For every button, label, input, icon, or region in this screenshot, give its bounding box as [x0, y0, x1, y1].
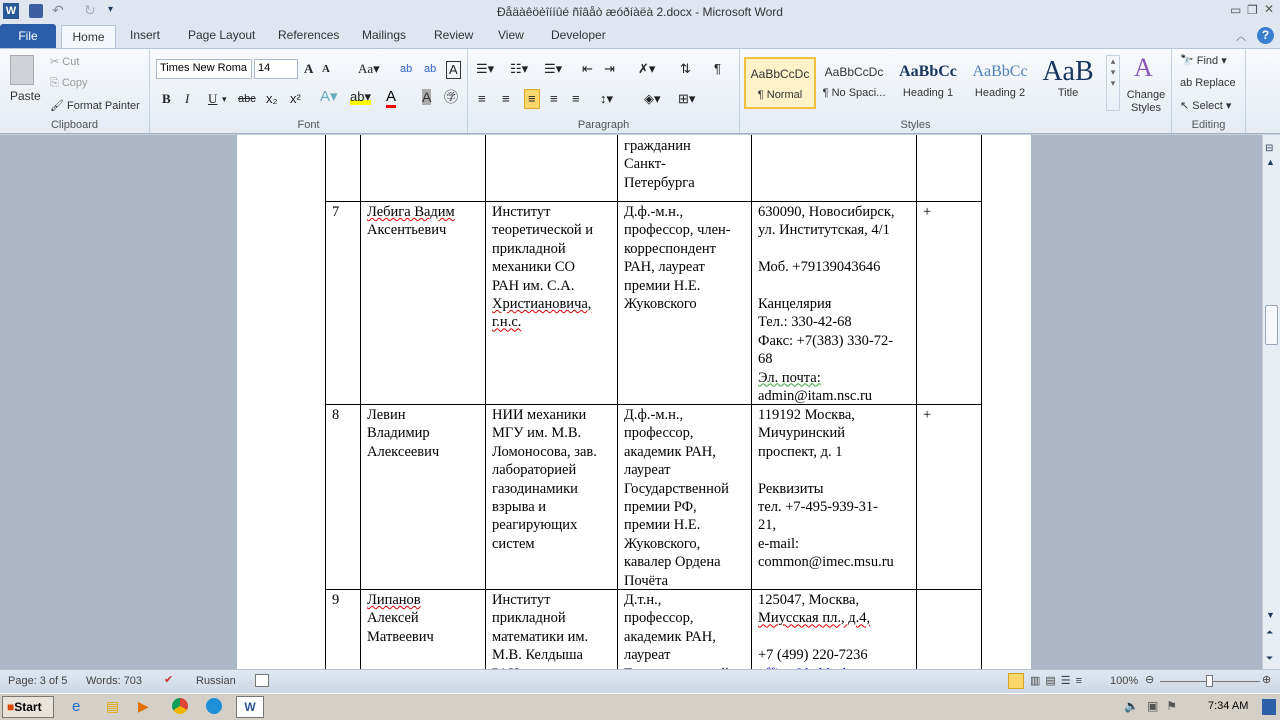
cell-name	[360, 202, 462, 241]
cell-title	[617, 136, 702, 193]
clipboard-group	[0, 49, 150, 133]
multilevel-list-icon[interactable]: ☰▾	[544, 61, 563, 76]
cell-line: 21,	[758, 517, 777, 534]
style-name: ¶ No Spaci...	[822, 87, 886, 99]
numbering-icon[interactable]: ☷▾	[510, 61, 529, 76]
explorer-icon[interactable]: ▤	[106, 698, 120, 714]
phonetic-guide-icon[interactable]: ab	[424, 63, 437, 75]
table-column-border	[325, 135, 326, 695]
paste-button[interactable]: Paste	[10, 89, 41, 103]
cell-line: Левин	[367, 407, 406, 423]
change-styles-icon: A	[1134, 53, 1153, 82]
minimize-icon[interactable]: ▭	[1230, 3, 1242, 17]
previous-page-icon[interactable]: ⏶	[1266, 627, 1274, 637]
style-heading-1[interactable]	[892, 57, 964, 109]
cell-line: Д.т.н.,	[624, 592, 662, 608]
cell-title	[617, 405, 736, 591]
character-shading-icon[interactable]: A	[422, 89, 432, 105]
style-name: Heading 2	[974, 87, 1026, 99]
cell-line: Почёта	[624, 572, 669, 589]
font-color-icon[interactable]: A	[386, 89, 396, 108]
cell-line: лауреат	[624, 462, 671, 479]
replace-button[interactable]: ab Replace	[1180, 77, 1236, 89]
taskbar	[0, 693, 1280, 720]
style-name: ¶ Normal	[757, 89, 803, 101]
start-button[interactable]	[2, 696, 54, 718]
cell-title	[617, 202, 738, 314]
style-preview: AaBbCc	[972, 63, 1028, 80]
cell-line: РАН, лауреат	[624, 259, 705, 276]
cell-line: common@imec.msu.ru	[758, 554, 894, 571]
cell-line: Липанов	[367, 592, 421, 608]
cell-line: профессор,	[624, 425, 694, 442]
increase-indent-icon[interactable]: ⇥	[604, 61, 615, 76]
change-case-icon[interactable]: Aa▾	[358, 61, 380, 76]
cell-number: 8	[332, 407, 340, 423]
style-preview: AaB	[1042, 56, 1094, 87]
cell-number: 7	[332, 204, 340, 220]
line-spacing-icon[interactable]: ↕▾	[600, 91, 614, 106]
distributed-icon[interactable]: ≡	[572, 91, 580, 106]
decrease-indent-icon[interactable]: ⇤	[582, 61, 593, 76]
style-preview: AaBbCcDc	[824, 65, 884, 79]
cell-line: Христиановича,	[492, 295, 592, 312]
cell-mark	[916, 590, 930, 592]
ribbon-tabs	[0, 24, 1280, 48]
cell-line: академик РАН,	[624, 443, 716, 460]
show-formatting-icon[interactable]: ¶	[714, 61, 721, 76]
scroll-down-icon[interactable]: ▼	[1266, 610, 1275, 620]
cell-line: МГУ им. М.В.	[492, 425, 582, 442]
cell-line: Алексеевич	[367, 443, 440, 460]
view-icons[interactable]: ▥▤☰≡	[1030, 675, 1088, 687]
macro-icon[interactable]	[255, 674, 269, 687]
cell-line: admin@itam.nsc.ru	[758, 387, 873, 404]
undo-icon[interactable]: ↶	[52, 2, 64, 18]
cell-line	[758, 240, 895, 258]
tray-icons[interactable]: 🔈▣⚑	[1124, 699, 1186, 713]
format-painter-button[interactable]: 🖌 Format Painter	[50, 100, 140, 112]
change-styles-button[interactable]: Change Styles	[1126, 89, 1166, 114]
tab-review[interactable]: Review	[434, 28, 474, 42]
tab-references[interactable]: References	[278, 28, 340, 42]
table-column-border	[485, 135, 486, 695]
cell-line: академик РАН,	[624, 628, 716, 645]
cell-line: лабораторией	[492, 462, 577, 479]
cell-line: Аксентьевич	[367, 222, 447, 239]
style-title[interactable]	[1032, 57, 1104, 109]
tab-mailings[interactable]: Mailings	[362, 28, 407, 42]
ribbon	[0, 48, 1280, 134]
copy-button[interactable]: ⎘ Copy	[50, 77, 88, 89]
select-label: Select	[1192, 100, 1223, 112]
tab-file[interactable]: File	[0, 24, 56, 48]
paragraph-group	[468, 49, 740, 133]
align-right-icon[interactable]: ≡	[524, 89, 540, 109]
highlight-icon[interactable]: ab▾	[350, 89, 371, 104]
cell-line: Мичуринский	[758, 425, 845, 442]
cell-line: Тел.: 330-42-68	[758, 314, 852, 331]
bold-icon[interactable]: B	[162, 91, 171, 106]
style-name: Title	[1057, 87, 1079, 99]
editing-group	[1172, 49, 1246, 133]
style-preview: AaBbCcDc	[750, 67, 810, 81]
document-page[interactable]	[237, 135, 1031, 695]
cell-line: профессор, член-	[624, 222, 731, 239]
cell-line: тел. +7-495-939-31-	[758, 498, 879, 515]
chrome-icon[interactable]	[172, 698, 188, 714]
sort-icon[interactable]: ⇅	[680, 61, 691, 76]
help-icon[interactable]: ?	[1257, 27, 1274, 44]
cell-line: Канцелярия	[758, 295, 832, 312]
cell-line: Эл. почта:	[758, 369, 821, 386]
table-row-border	[325, 589, 982, 590]
ruler-toggle-icon[interactable]: ⊟	[1265, 143, 1274, 154]
cell-line: математики им.	[492, 628, 589, 645]
language[interactable]: Russian	[196, 675, 236, 687]
cell-mark: +	[923, 407, 932, 423]
align-left-icon[interactable]: ≡	[478, 91, 486, 106]
cell-line	[758, 461, 894, 479]
cell-line: Санкт-	[624, 156, 666, 173]
underline-dropdown-icon[interactable]: ▾	[222, 94, 227, 104]
vertical-scrollbar[interactable]	[1262, 135, 1280, 669]
cell-line: гражданин	[624, 138, 691, 154]
styles-label: Styles	[900, 119, 931, 131]
zoom-slider-thumb[interactable]	[1206, 675, 1213, 687]
cell-line: механики СО	[492, 259, 576, 276]
cell-line	[758, 277, 895, 295]
grow-font-icon[interactable]: A	[304, 61, 314, 76]
title-bar	[0, 0, 1280, 24]
cell-line: 125047, Москва,	[758, 592, 860, 608]
cell-line: 68	[758, 351, 773, 368]
cell-line: премии Н.Е.	[624, 517, 701, 534]
word-icon: W	[3, 3, 19, 19]
tab-view[interactable]: View	[498, 28, 524, 42]
word-taskbar-button[interactable]: W	[236, 696, 264, 718]
close-icon[interactable]: ✕	[1264, 2, 1275, 16]
window-title: Ðåäàêöèîííûé ñîâåò æóðíàëà 2.docx - Microsoft Word	[497, 5, 783, 19]
cell-line: Матвеевич	[367, 628, 434, 645]
ie-icon[interactable]: e	[72, 698, 81, 715]
cell-line: Жуковского,	[624, 535, 701, 552]
cell-line: прикладной	[492, 610, 566, 627]
shading-icon[interactable]: ◈▾	[644, 91, 661, 106]
style-no-spacing[interactable]	[818, 57, 890, 109]
cell-name	[360, 590, 441, 647]
cell-line: Д.ф.-м.н.,	[624, 407, 684, 423]
next-page-icon[interactable]: ⏷	[1266, 653, 1274, 663]
copy-label: Copy	[61, 77, 88, 89]
find-label: Find	[1196, 55, 1219, 67]
cell-line: прикладной	[492, 240, 566, 257]
shrink-font-icon[interactable]: A	[322, 63, 330, 75]
text-effects-icon[interactable]: A▾	[320, 88, 338, 105]
tab-developer[interactable]: Developer	[551, 28, 606, 42]
font-size-field[interactable]: 14	[254, 59, 298, 79]
cell-line	[758, 628, 870, 646]
proofing-icon[interactable]: ✔	[164, 674, 174, 686]
word-count[interactable]: Words: 703	[86, 675, 143, 687]
italic-icon[interactable]: I	[185, 91, 190, 106]
cell-line: Лебига Вадим	[367, 204, 455, 220]
show-desktop-button[interactable]	[1262, 699, 1276, 715]
cell-line: Жуковского	[624, 295, 697, 312]
page-count[interactable]: Page: 3 of 5	[8, 675, 68, 687]
format-painter-label: Format Painter	[67, 100, 140, 112]
cell-line: Ломоносова, зав.	[492, 443, 597, 460]
restore-icon[interactable]: ❐	[1247, 3, 1258, 17]
minimize-ribbon-icon[interactable]: ︿	[1236, 32, 1246, 43]
style-preview: AaBbCc	[899, 63, 957, 80]
select-button[interactable]: ↖ Select ▾	[1180, 100, 1232, 112]
tab-page-layout[interactable]: Page Layout	[188, 28, 256, 42]
scroll-thumb[interactable]	[1265, 305, 1278, 345]
table-column-border	[617, 135, 618, 695]
asian-layout-icon[interactable]: ✗▾	[638, 61, 656, 76]
table-column-border	[916, 135, 917, 695]
cell-line: Миусская пл., д.4,	[758, 610, 871, 627]
cell-organization	[485, 202, 600, 333]
styles-group	[740, 49, 1172, 133]
character-border-icon[interactable]: A	[446, 61, 461, 79]
cell-line: 630090, Новосибирск,	[758, 204, 895, 220]
clock: 7:34 AM	[1208, 700, 1249, 712]
cut-button[interactable]: ✂ Cut	[50, 56, 80, 68]
cell-line: профессор,	[624, 610, 694, 627]
cell-line: премии Н.Е.	[624, 277, 701, 294]
cell-line: М.В. Келдыша	[492, 647, 583, 664]
cell-line: Алексей	[367, 610, 419, 627]
cell-line: Институт	[492, 592, 551, 608]
center-icon[interactable]: ≡	[502, 91, 510, 106]
strikethrough-icon[interactable]: abc	[238, 93, 256, 105]
cell-line: Д.ф.-м.н.,	[624, 204, 684, 220]
enclose-characters-icon[interactable]: ㊫	[444, 89, 458, 105]
cell-line: Петербурга	[624, 174, 695, 191]
underline-icon[interactable]: U	[208, 91, 218, 106]
cut-label: Cut	[62, 56, 80, 68]
cell-line: газодинамики	[492, 480, 578, 497]
style-heading-2[interactable]	[964, 57, 1036, 109]
cell-line: РАН им. С.А.	[492, 277, 575, 294]
cell-line: Факс: +7(383) 330-72-	[758, 332, 894, 349]
bullets-icon[interactable]: ☰▾	[476, 61, 495, 76]
cell-line: систем	[492, 535, 535, 552]
paste-icon	[10, 55, 34, 85]
cell-line: кавалер Ордена	[624, 554, 721, 571]
cell-line: +7 (499) 220-7236	[758, 647, 868, 664]
editing-label: Editing	[1191, 119, 1226, 131]
zoom-level[interactable]: 100%	[1110, 675, 1139, 687]
cell-name	[360, 405, 446, 462]
table-column-border	[751, 135, 752, 695]
find-button[interactable]: 🔭 Find ▾	[1180, 55, 1227, 67]
cell-line: Владимир	[367, 425, 430, 442]
print-layout-icon[interactable]	[1008, 673, 1024, 689]
cell-line: Институт	[492, 204, 551, 220]
media-player-icon[interactable]: ▶	[138, 698, 149, 714]
font-label: Font	[297, 119, 320, 131]
cell-contacts	[751, 202, 902, 406]
cell-line: г.н.с.	[492, 314, 522, 331]
paragraph-label: Paragraph	[577, 119, 630, 131]
table-row-border	[325, 404, 982, 405]
customize-toolbar-icon[interactable]: ▾	[108, 4, 114, 15]
cell-line: Государственной	[624, 480, 729, 497]
table-column-border	[981, 135, 982, 695]
cell-line: корреспондент	[624, 240, 716, 257]
cell-mark: +	[923, 204, 932, 220]
cell-line: премии РФ,	[624, 498, 697, 515]
cell-number: 9	[332, 592, 340, 608]
scroll-up-icon[interactable]: ▲	[1266, 157, 1275, 167]
zoom-in-icon[interactable]: ⊕	[1262, 674, 1272, 686]
windows-logo-icon: ■	[7, 700, 15, 714]
cell-line: 119192 Москва,	[758, 407, 855, 423]
clear-formatting-icon[interactable]: ab	[400, 63, 413, 75]
status-bar	[0, 669, 1280, 693]
tab-insert[interactable]: Insert	[130, 28, 161, 42]
cell-organization	[485, 405, 604, 554]
redo-icon[interactable]: ↻	[84, 2, 96, 18]
cell-line: Моб. +79139043646	[758, 259, 881, 276]
styles-scroll[interactable]: ▴ ▾ ▾	[1106, 55, 1120, 111]
cell-line: взрыва и	[492, 498, 547, 515]
cell-line: теоретической и	[492, 222, 594, 239]
cell-line: лауреат	[624, 647, 671, 664]
start-label: Start	[14, 700, 42, 714]
cell-line: ул. Институтская, 4/1	[758, 222, 890, 239]
replace-label: Replace	[1195, 77, 1236, 89]
cell-line: реагирующих	[492, 517, 578, 534]
cell-line: e-mail:	[758, 535, 800, 552]
justify-icon[interactable]: ≡	[550, 91, 558, 106]
cell-line: НИИ механики	[492, 407, 587, 423]
zoom-out-icon[interactable]: ⊖	[1145, 674, 1155, 686]
font-group	[150, 49, 468, 133]
style-name: Heading 1	[902, 87, 954, 99]
cell-line: проспект, д. 1	[758, 443, 843, 460]
cell-contacts	[751, 405, 901, 573]
table-column-border	[360, 135, 361, 695]
table-row-border	[325, 201, 982, 202]
subscript-icon[interactable]: x₂	[266, 91, 278, 106]
style-normal[interactable]	[744, 57, 816, 109]
font-name-field[interactable]: Times New Roma	[156, 59, 252, 79]
cell-line: Реквизиты	[758, 480, 824, 497]
tab-home[interactable]: Home	[61, 25, 116, 49]
edge-icon[interactable]	[206, 698, 222, 714]
clipboard-label: Clipboard	[50, 119, 99, 131]
document-area	[0, 135, 1262, 669]
borders-icon[interactable]: ⊞▾	[678, 91, 696, 106]
superscript-icon[interactable]: x²	[290, 91, 301, 106]
